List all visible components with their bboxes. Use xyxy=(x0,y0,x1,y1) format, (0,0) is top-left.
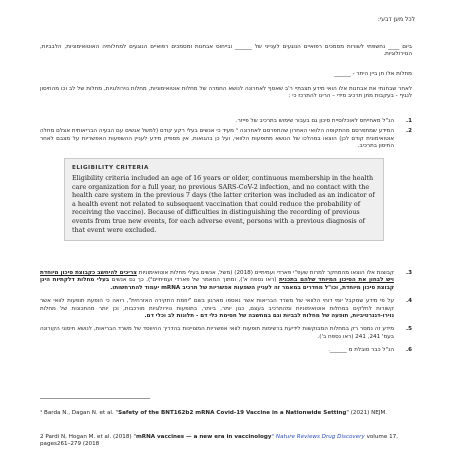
footnote-2-prefix: 2 Pardi N, Hogan M. et al. (2018) " xyxy=(40,434,136,440)
item-number: 1. xyxy=(405,118,412,124)
greeting: לכל מען דבעי: xyxy=(377,16,415,23)
list-item-4 xyxy=(40,298,412,320)
item-text: קבוצות אלו הוצאו מהמחקר למרות שעפ"י פארדי ועמיתיים (2018) (משל, אנשים בעלי מחלות אוטואימוניות xyxy=(136,270,394,276)
numbered-list-bottom xyxy=(40,270,412,355)
footnote-2-title: mRNA vaccines — a new era in vaccinology xyxy=(135,434,272,440)
footnote-1-suffix: " (2021) NEJM. xyxy=(346,410,388,416)
item-text: המידע שמתפרסם מהתקופה הלוואי האחרון שהתפרסם לאחרונה ¹ מעיד כי אנשים בעלי רקע קודם (למשל אנשים עם הבעיה הבריאותית אצלם מחלה אוטואימונית קודם לכן) הוצאו במהלכו של הנושא מתופעות הלוואי, ועל כן בהגואות, אין מספיק מידע לעניין ההשפעות האפשריות על מצבם לאחר החיסון בתרכיב. xyxy=(40,128,394,150)
footnote-2-journal-link[interactable]: " Nature Reviews Drug Discovery xyxy=(271,434,365,440)
eligibility-criteria-box xyxy=(64,158,384,241)
item-text-cont: (ראו נספח א'), ומתוך המאמר של פארדי ועמיתיים²). כך גם אנשים xyxy=(109,277,279,284)
list-item-5 xyxy=(40,326,412,341)
list-item-3 xyxy=(40,270,412,292)
item-text: הנ"ל מאחייחס לאוכלוסיית סיכון גם בעבור שימוש בתרכיב של פייזר. xyxy=(235,118,394,124)
item-text-emphasis-2: בעלי מחלות דלקתיות הינן קבוצת סיכון מיוחדת, וכו"ל מחדרים במאמר זה לעניין השפעות אפשריות של תרכיב mRNA יעמוד להתרחשותו. xyxy=(40,277,394,291)
item-number: 6. xyxy=(405,347,412,354)
item-number: 2. xyxy=(405,128,412,135)
footnote-2-suffix: volume 17, pages261–279 (2018 xyxy=(40,434,398,448)
footnote-2 xyxy=(40,434,412,449)
item-text: הנ"ל כבר סובלת מ ______. xyxy=(328,347,394,354)
footnote-divider xyxy=(40,398,150,399)
footnote-1-prefix: ¹ Barda N., Dagan N. et al. " xyxy=(40,410,119,416)
numbered-list-top xyxy=(40,118,412,151)
footnote-1 xyxy=(40,410,412,417)
item-text: על פי מידע שמקבל יומי דוחי הלוואי של משרד הבריאות אשר נאספו מארגון בשם "יוזמת התקירה האזרחית", רואה כי הופעת תופעות לוואי אשר קשורות לחלקים במחלות אוטואימוניות ומהתרכיב בעצם, כגון יותר, ביותר, בתופעות נוירולוגיות מורכבות, וכן יותר מהתכונות של מחלות xyxy=(40,298,394,312)
item-text-emphasis: צריכים להיחשב כקבוצת סיכון מיוחדת ויש לבחון את הסיכון המיוחד שלהם בתכנית xyxy=(40,270,394,284)
item-text: מידע זה נמסר רק במחלות המבוקשות לידיעת ברשימות תופעות לוואי אפשריות המצויינות בהדריך ההיווסד של משרד הבריאות, לנושא חיסוני הקורונה בעמ' 241, 241 (ראו נספח ב'). xyxy=(40,326,394,340)
item-number: 4. xyxy=(405,298,412,305)
item-number: 5. xyxy=(405,326,412,333)
criteria-body: Eligibility criteria included an age of 16 years or older, continuous membership in the health care organization for a full year, no previous SARS-CoV-2 infection, and no contact with the health care system in the previous 7 days (the latter criterion was included as an indicator of a health event not related to subsequent vaccination that could reduce the probability of receiving the vaccine). Because of difficulties in distinguishing the recording of previous events from true new events, for each adverse event, persons with a previous diagnosis of that event were excluded. xyxy=(72,174,375,234)
list-item-2 xyxy=(40,128,412,150)
diagnoses-line: מחלות אלו חן ביין היתר - ______ xyxy=(334,71,412,77)
intro-paragraph: ביום ____ נחשפתי לשורות מסמכים רפואיים הנוגעים לענייני של ______ ובייחוס אבחנות ומסמכים רפואיים הנוגעים למחלותיה האוטואימוניות, הלבביות, הנוירולוגיות. xyxy=(40,44,412,58)
list-item-1 xyxy=(40,118,412,125)
list-item-6 xyxy=(40,347,412,354)
criteria-title: ELIGIBILITY CRITERIA xyxy=(72,165,149,171)
item-text-emphasis: נוירו-דגנרטיביות, תופעה של מחלות לבביות וגם במחשבה של חסימת כלי דם - תלונות לב וכלי דם. xyxy=(144,313,394,320)
footnote-1-title: Safety of the BNT162b2 mRNA Covid-19 Vaccine in a Nationwide Setting xyxy=(118,410,347,416)
item-number: 3. xyxy=(405,270,412,276)
opinion-paragraph: לאחר שבחנתי את אבחנות אלו הואי מידע תצבתיי ר'ב שאסף לאחרונה לנושא החמרה של מחלות אוטואימוניות, מחלות נוירולוגיות, מחלות של לב וכו מהחיסון לנגיף - בעקבות מתן תרכיב מידי – הרינו להתרכז כי : xyxy=(40,86,412,100)
